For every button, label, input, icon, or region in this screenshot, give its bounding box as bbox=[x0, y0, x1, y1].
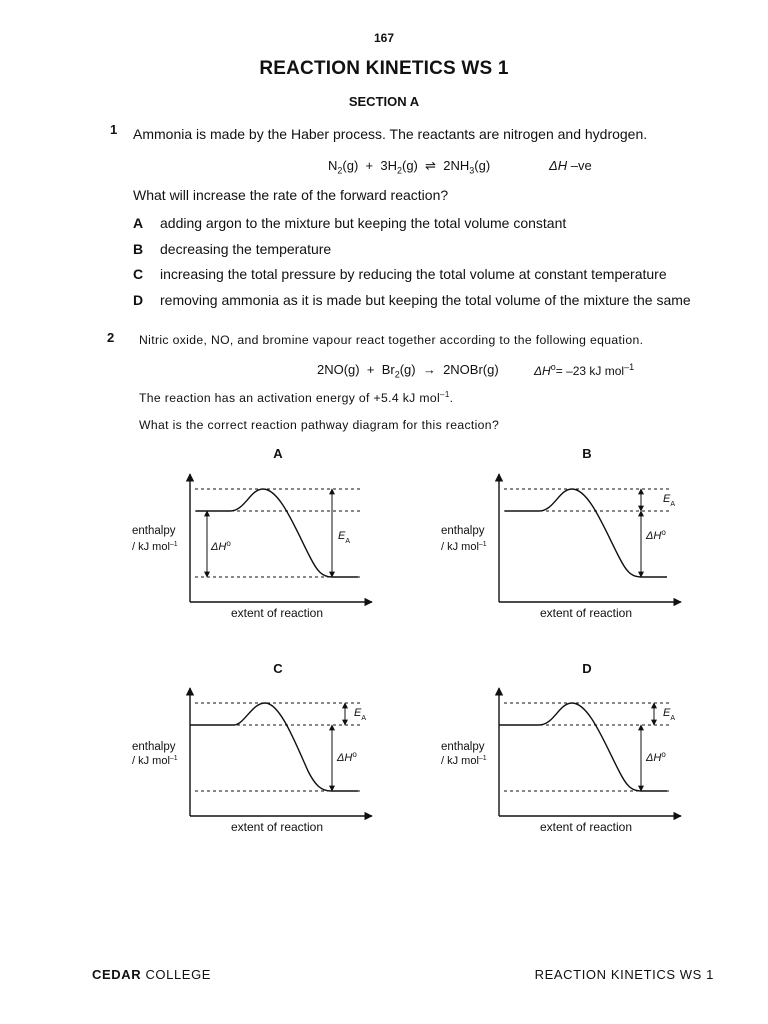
activation-suffix: . bbox=[449, 391, 454, 406]
question-2-enthalpy bbox=[534, 362, 634, 378]
eq1-reactant1-sub: 2 bbox=[337, 165, 343, 176]
eq2-dh-symbol: ΔH bbox=[534, 364, 551, 378]
eq1-dh-value: –ve bbox=[570, 158, 592, 173]
eq2-reactant1: 2NO(g) bbox=[317, 362, 360, 377]
diagram-b-label: B bbox=[582, 446, 592, 461]
q1-option-b-text: decreasing the temperature bbox=[160, 241, 332, 257]
diagram-c-label: C bbox=[273, 661, 283, 676]
eq2-plus: + bbox=[366, 362, 375, 377]
diagram-b-ea-label: $E_A$ bbox=[663, 493, 676, 508]
diagram-a-curve bbox=[196, 489, 358, 577]
q1-option-c-letter: C bbox=[133, 266, 144, 282]
section-heading: SECTION A bbox=[348, 94, 420, 109]
diagram-b-xlabel: extent of reaction bbox=[539, 606, 633, 620]
eq2-dh-unit-sup: –1 bbox=[624, 362, 635, 372]
question-2-equation bbox=[317, 362, 499, 380]
page-title: REACTION KINETICS WS 1 bbox=[259, 58, 509, 79]
diagram-a-xlabel: extent of reaction bbox=[230, 606, 324, 620]
eq1-dh-symbol: ΔH bbox=[549, 158, 568, 173]
diagram-d-dh-label: $\Delta H^o$ bbox=[646, 750, 666, 764]
diagram-c-ylabel-1: enthalpy bbox=[132, 741, 176, 753]
q1-option-d-text: removing ammonia as it is made but keeping the total volume of the mixture the same bbox=[160, 292, 691, 308]
q1-option-d-letter: D bbox=[133, 292, 144, 308]
diagram-b-ylabel-1: enthalpy bbox=[441, 525, 485, 537]
diagram-a-ea-label: $E_A$ bbox=[338, 530, 351, 545]
eq1-reactant2-sub: 2 bbox=[396, 165, 402, 176]
eq1-reactant2-state: (g) bbox=[402, 158, 418, 173]
eq1-product-sub: 3 bbox=[469, 165, 475, 176]
eq1-reactant1: N bbox=[328, 158, 338, 173]
diagram-b-curve bbox=[505, 489, 667, 577]
diagram-d-xlabel: extent of reaction bbox=[539, 820, 633, 834]
eq2-reactant2-state: (g) bbox=[399, 362, 416, 377]
diagram-c-ylabel-2: / kJ mol$^{-1}$ bbox=[132, 755, 178, 767]
diagram-b bbox=[429, 462, 699, 627]
footer-worksheet-title: REACTION KINETICS WS 1 bbox=[534, 967, 714, 982]
footer-brand-rest: COLLEGE bbox=[141, 967, 212, 982]
eq1-product: 2NH bbox=[443, 158, 470, 173]
page-number: 167 bbox=[373, 31, 395, 45]
diagram-d-ylabel-2: / kJ mol$^{-1}$ bbox=[441, 755, 487, 767]
eq2-arrow: → bbox=[422, 362, 436, 377]
eq2-dh-value: = –23 kJ mol bbox=[555, 364, 625, 378]
eq2-product: 2NOBr(g) bbox=[443, 362, 499, 377]
eq2-reactant2: Br bbox=[381, 362, 395, 377]
eq1-product-state: (g) bbox=[474, 158, 491, 173]
q1-option-b-letter: B bbox=[133, 241, 144, 257]
diagram-d bbox=[429, 676, 699, 841]
eq2-reactant2-sub: 2 bbox=[394, 369, 400, 380]
diagram-d-label: D bbox=[582, 661, 592, 676]
diagram-c-dh-label: $\Delta H^o$ bbox=[337, 750, 357, 764]
diagram-a-label: A bbox=[273, 446, 283, 461]
eq1-reactant2: 3H bbox=[380, 158, 397, 173]
diagram-c-xlabel: extent of reaction bbox=[230, 820, 324, 834]
diagram-d-ea-label: $E_A$ bbox=[663, 707, 676, 722]
eq1-plus: + bbox=[365, 158, 374, 173]
eq2-dh-sup: o bbox=[550, 362, 556, 372]
diagram-d-curve bbox=[499, 703, 667, 791]
q1-option-a-text: adding argon to the mixture but keeping the total volume constant bbox=[160, 215, 567, 231]
activation-text: The reaction has an activation energy of +5.4 kJ mol bbox=[139, 391, 441, 406]
question-1-stem: Ammonia is made by the Haber process. The reactants are nitrogen and hydrogen. bbox=[133, 126, 648, 142]
diagram-a bbox=[120, 462, 390, 627]
diagram-a-ylabel-2: / kJ mol$^{-1}$ bbox=[132, 541, 178, 553]
q1-option-c-text: increasing the total pressure by reducing the total volume at constant temperature bbox=[160, 266, 667, 282]
question-1-equation bbox=[328, 158, 490, 176]
question-2-prompt: What is the correct reaction pathway diagram for this reaction? bbox=[139, 418, 500, 432]
eq1-equilibrium-arrow: ⇌ bbox=[425, 158, 437, 173]
question-2-stem: Nitric oxide, NO, and bromine vapour react together according to the following equation. bbox=[139, 333, 644, 347]
question-1-number: 1 bbox=[110, 122, 118, 137]
question-1-enthalpy bbox=[549, 158, 592, 173]
question-2-number: 2 bbox=[107, 330, 115, 345]
diagram-a-ylabel-1: enthalpy bbox=[132, 525, 176, 537]
diagram-c-curve bbox=[234, 703, 358, 791]
diagram-c bbox=[120, 676, 390, 841]
footer-brand-bold: CEDAR bbox=[92, 967, 142, 982]
diagram-c-ea-label: $E_A$ bbox=[354, 707, 367, 722]
diagram-b-ylabel-2: / kJ mol$^{-1}$ bbox=[441, 541, 487, 553]
diagram-b-dh-label: $\Delta H^o$ bbox=[646, 528, 666, 542]
eq1-reactant1-state: (g) bbox=[342, 158, 359, 173]
activation-sup: –1 bbox=[440, 390, 450, 399]
diagram-a-dh-label: $\Delta H^o$ bbox=[211, 539, 231, 553]
q1-option-a-letter: A bbox=[133, 215, 144, 231]
diagram-d-ylabel-1: enthalpy bbox=[441, 741, 485, 753]
footer-brand bbox=[92, 967, 211, 982]
question-2-activation bbox=[139, 390, 453, 405]
question-1-prompt: What will increase the rate of the forward reaction? bbox=[133, 187, 449, 203]
